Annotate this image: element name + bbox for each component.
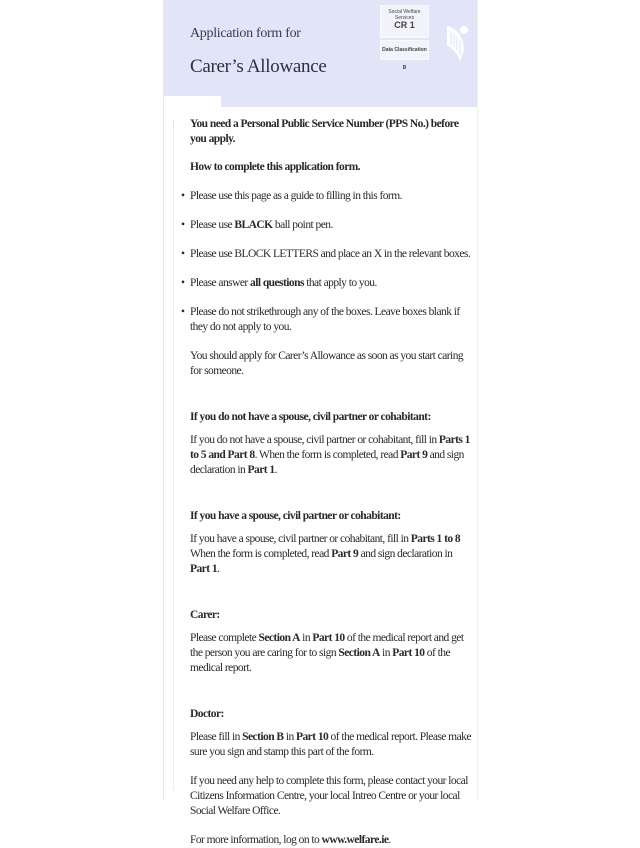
form-subtitle: Application form for (190, 26, 301, 41)
doctor-text: Please fill in Section B in Part 10 of the medical report. Please make sure you sign and stamp this part of the form. (190, 731, 471, 758)
data-classification: Data Classification B (380, 40, 429, 60)
instruction-list (190, 189, 474, 335)
header-tab (221, 96, 477, 107)
form-reference-box (380, 5, 429, 71)
pps-notice: You need a Personal Public Service Number (PPS No.) before you apply. (190, 118, 459, 145)
apply-note: You should apply for Carer’s Allowance as soon as you start caring for someone. (190, 350, 464, 377)
list-item (190, 247, 474, 262)
list-item (190, 305, 474, 335)
how-to-heading: How to complete this application form. (190, 161, 361, 173)
bullet-text: Please do not strikethrough any of the boxes. Leave boxes blank if they do not apply to you. (190, 306, 460, 333)
bullet-text: Please use BLOCK LETTERS and place an X in the relevant boxes. (190, 248, 471, 260)
list-item: • Please use BLACK ball point pen. (190, 218, 474, 233)
no-spouse-heading: If you do not have a spouse, civil partner or cohabitant: (190, 411, 431, 423)
margin-rule (173, 120, 174, 790)
header-band (164, 0, 477, 96)
form-code-cell (380, 5, 429, 38)
bullet-text: Please use this page as a guide to filling in this form. (190, 190, 402, 202)
org-name: Social Welfare Services (388, 9, 421, 21)
help-text: If you need any help to complete this form, please contact your local Citizens Information Centre, your local Intreo Centre or your local Social Welfare Office. (190, 775, 468, 817)
no-spouse-text: If you do not have a spouse, civil partner or cohabitant, fill in Parts 1 to 5 and Part 8. When the form is completed, read Part 9 and sign declaration in Part 1. (190, 434, 470, 476)
carer-heading: Carer: (190, 609, 220, 621)
form-title: Carer’s Allowance (190, 56, 327, 77)
form-code: CR 1 (394, 20, 415, 30)
spouse-text: If you have a spouse, civil partner or cohabitant, fill in Parts 1 to 8 When the form is completed, read Part 9 and sign declaration in Part 1. (190, 533, 461, 575)
welfare-link[interactable]: www.welfare.ie (321, 834, 389, 846)
form-page (163, 0, 478, 846)
list-item: • Please answer all questions that apply to you. (190, 276, 474, 291)
harp-logo-icon (442, 20, 470, 68)
more-info-text: For more information, log on to www.welfare.ie. (190, 834, 391, 846)
doctor-heading: Doctor: (190, 708, 224, 720)
list-item (190, 189, 474, 204)
instructions-content (190, 113, 474, 848)
carer-text: Please complete Section A in Part 10 of the medical report and get the person you are caring for to sign Section A in Part 10 of the medical report. (190, 632, 464, 674)
spouse-heading: If you have a spouse, civil partner or cohabitant: (190, 510, 401, 522)
